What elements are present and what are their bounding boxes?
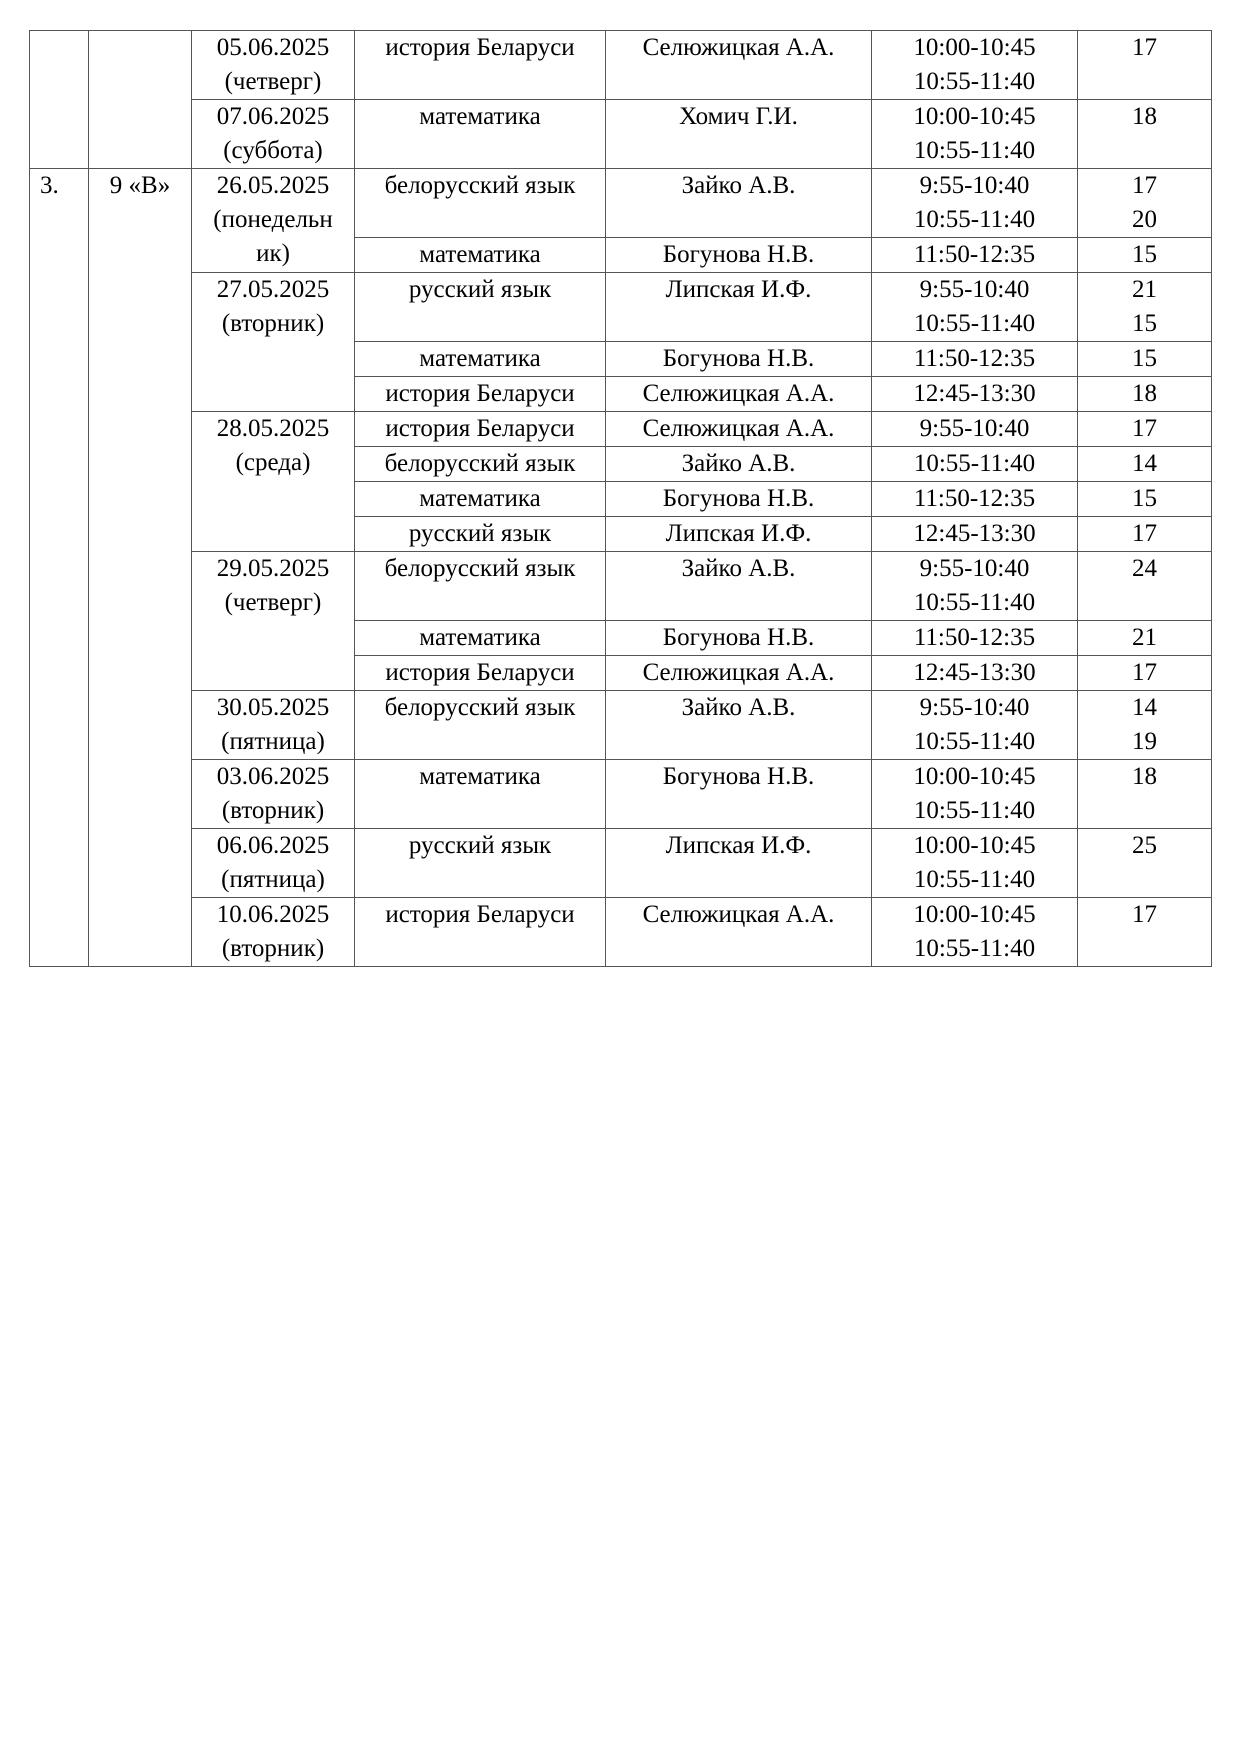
time-text: 10:55-11:40 (913, 450, 1036, 477)
time-text: 12:45-13:30 (913, 520, 1036, 547)
teacher-text: Хомич Г.И. (679, 103, 798, 130)
room-text: 21 (1132, 624, 1157, 651)
time-text: 11:50-12:35 (913, 485, 1036, 512)
subject-cell (355, 100, 606, 169)
time-text: 12:45-13:30 (913, 380, 1036, 407)
subject-cell (355, 898, 606, 967)
subject-text: математика (419, 103, 541, 130)
time-text: 9:55-10:40 (919, 276, 1030, 303)
teacher-cell (606, 621, 872, 656)
date-text: 28.05.2025 (216, 415, 330, 442)
time-cell (872, 447, 1078, 482)
time-text: 10:00-10:45 (913, 763, 1036, 790)
time-cell (872, 621, 1078, 656)
date-text: 10.06.2025 (216, 901, 330, 928)
schedule-body (30, 31, 1212, 967)
row-number-cell (30, 31, 89, 169)
room-cell (1078, 829, 1212, 898)
time-text: 9:55-10:40 (919, 694, 1030, 721)
class-name-cell (89, 169, 192, 967)
date-text: 05.06.2025 (216, 34, 330, 61)
date-text: ик) (256, 240, 290, 267)
room-cell (1078, 898, 1212, 967)
teacher-text: Селюжицкая А.А. (642, 380, 835, 407)
teacher-cell (606, 829, 872, 898)
room-cell (1078, 342, 1212, 377)
room-text: 14 (1132, 450, 1157, 477)
subject-cell (355, 342, 606, 377)
teacher-cell (606, 447, 872, 482)
teacher-cell (606, 412, 872, 447)
room-text: 20 (1132, 206, 1157, 233)
teacher-cell (606, 31, 872, 100)
room-text: 17 (1132, 415, 1157, 442)
time-cell (872, 656, 1078, 691)
teacher-text: Липская И.Ф. (665, 276, 812, 303)
room-cell (1078, 552, 1212, 621)
teacher-text: Богунова Н.В. (662, 624, 815, 651)
class-name-cell (89, 31, 192, 169)
subject-text: математика (419, 624, 541, 651)
time-text: 10:55-11:40 (913, 206, 1036, 233)
time-text: 11:50-12:35 (913, 624, 1036, 651)
subject-cell (355, 517, 606, 552)
subject-cell (355, 238, 606, 273)
room-text: 15 (1132, 310, 1157, 337)
room-text: 15 (1132, 485, 1157, 512)
room-text: 24 (1132, 555, 1157, 582)
time-cell (872, 517, 1078, 552)
room-text: 17 (1132, 34, 1157, 61)
subject-cell (355, 621, 606, 656)
date-cell (192, 898, 355, 967)
room-text: 19 (1132, 728, 1157, 755)
table-row (30, 31, 1212, 100)
subject-cell (355, 552, 606, 621)
room-cell (1078, 273, 1212, 342)
time-text: 9:55-10:40 (919, 172, 1030, 199)
teacher-cell (606, 691, 872, 760)
time-text: 10:00-10:45 (913, 901, 1036, 928)
subject-text: белорусский язык (384, 555, 576, 582)
room-cell (1078, 621, 1212, 656)
row-number-cell (30, 169, 89, 967)
date-text: 07.06.2025 (216, 103, 330, 130)
date-cell (192, 412, 355, 552)
date-cell (192, 691, 355, 760)
date-text: (вторник) (221, 797, 325, 824)
teacher-cell (606, 169, 872, 238)
subject-text: русский язык (408, 520, 552, 547)
room-text: 17 (1132, 520, 1157, 547)
table-row (30, 898, 1212, 967)
room-cell (1078, 238, 1212, 273)
table-row (30, 412, 1212, 447)
subject-cell (355, 377, 606, 412)
room-text: 17 (1132, 172, 1157, 199)
time-text: 10:55-11:40 (913, 68, 1036, 95)
teacher-text: Зайко А.В. (681, 172, 796, 199)
teacher-cell (606, 377, 872, 412)
date-cell (192, 100, 355, 169)
subject-text: математика (419, 345, 541, 372)
date-cell (192, 169, 355, 273)
date-text: (вторник) (221, 310, 325, 337)
teacher-cell (606, 656, 872, 691)
table-row (30, 552, 1212, 621)
time-cell (872, 273, 1078, 342)
room-text: 21 (1132, 276, 1157, 303)
subject-text: русский язык (408, 832, 552, 859)
time-cell (872, 169, 1078, 238)
table-row (30, 100, 1212, 169)
teacher-text: Селюжицкая А.А. (642, 659, 835, 686)
room-cell (1078, 412, 1212, 447)
time-cell (872, 377, 1078, 412)
date-cell (192, 829, 355, 898)
teacher-cell (606, 100, 872, 169)
room-text: 15 (1132, 345, 1157, 372)
date-text: (пятница) (221, 728, 325, 755)
date-cell (192, 31, 355, 100)
subject-cell (355, 31, 606, 100)
date-text: 29.05.2025 (216, 555, 330, 582)
time-text: 10:55-11:40 (913, 589, 1036, 616)
room-text: 14 (1132, 694, 1157, 721)
room-cell (1078, 447, 1212, 482)
room-cell (1078, 100, 1212, 169)
time-text: 10:55-11:40 (913, 866, 1036, 893)
time-text: 10:55-11:40 (913, 935, 1036, 962)
room-text: 15 (1132, 241, 1157, 268)
teacher-cell (606, 760, 872, 829)
room-text: 18 (1132, 763, 1157, 790)
subject-text: белорусский язык (384, 450, 576, 477)
teacher-cell (606, 898, 872, 967)
room-text: 18 (1132, 380, 1157, 407)
subject-cell (355, 447, 606, 482)
time-text: 10:00-10:45 (913, 103, 1036, 130)
subject-cell (355, 273, 606, 342)
teacher-text: Зайко А.В. (681, 555, 796, 582)
table-row (30, 760, 1212, 829)
time-cell (872, 238, 1078, 273)
date-text: 06.06.2025 (216, 832, 330, 859)
time-text: 10:55-11:40 (913, 310, 1036, 337)
subject-text: история Беларуси (385, 659, 575, 686)
room-text: 17 (1132, 659, 1157, 686)
subject-text: математика (419, 763, 541, 790)
teacher-text: Липская И.Ф. (665, 832, 812, 859)
subject-text: математика (419, 241, 541, 268)
subject-cell (355, 829, 606, 898)
time-cell (872, 482, 1078, 517)
room-cell (1078, 169, 1212, 238)
subject-text: белорусский язык (384, 172, 576, 199)
room-text: 25 (1132, 832, 1157, 859)
time-cell (872, 100, 1078, 169)
teacher-cell (606, 552, 872, 621)
room-text: 17 (1132, 901, 1157, 928)
subject-text: история Беларуси (385, 415, 575, 442)
date-cell (192, 552, 355, 691)
date-text: 03.06.2025 (216, 763, 330, 790)
teacher-text: Богунова Н.В. (662, 485, 815, 512)
room-cell (1078, 377, 1212, 412)
room-cell (1078, 656, 1212, 691)
time-text: 10:55-11:40 (913, 797, 1036, 824)
time-text: 9:55-10:40 (919, 415, 1030, 442)
teacher-text: Богунова Н.В. (662, 241, 815, 268)
room-cell (1078, 691, 1212, 760)
date-text: (четверг) (224, 68, 322, 95)
time-text: 10:55-11:40 (913, 137, 1036, 164)
date-text: (суббота) (223, 137, 323, 164)
date-text: (вторник) (221, 935, 325, 962)
schedule-table (29, 30, 1212, 967)
time-cell (872, 760, 1078, 829)
time-text: 11:50-12:35 (913, 241, 1036, 268)
time-cell (872, 898, 1078, 967)
time-cell (872, 342, 1078, 377)
table-row (30, 273, 1212, 342)
teacher-cell (606, 342, 872, 377)
teacher-cell (606, 517, 872, 552)
subject-cell (355, 482, 606, 517)
time-cell (872, 31, 1078, 100)
time-cell (872, 552, 1078, 621)
teacher-text: Зайко А.В. (681, 694, 796, 721)
subject-cell (355, 412, 606, 447)
subject-cell (355, 691, 606, 760)
time-cell (872, 412, 1078, 447)
room-cell (1078, 482, 1212, 517)
time-text: 9:55-10:40 (919, 555, 1030, 582)
time-text: 10:00-10:45 (913, 832, 1036, 859)
teacher-text: Богунова Н.В. (662, 345, 815, 372)
teacher-text: Селюжицкая А.А. (642, 34, 835, 61)
subject-cell (355, 169, 606, 238)
room-cell (1078, 760, 1212, 829)
teacher-cell (606, 238, 872, 273)
time-text: 10:00-10:45 (913, 34, 1036, 61)
date-text: 26.05.2025 (216, 172, 330, 199)
date-text: (четверг) (224, 589, 322, 616)
time-cell (872, 829, 1078, 898)
date-text: (среда) (235, 449, 311, 476)
time-text: 11:50-12:35 (913, 345, 1036, 372)
table-row (30, 691, 1212, 760)
teacher-cell (606, 482, 872, 517)
room-cell (1078, 517, 1212, 552)
time-text: 10:55-11:40 (913, 728, 1036, 755)
subject-cell (355, 656, 606, 691)
subject-text: история Беларуси (385, 380, 575, 407)
subject-text: белорусский язык (384, 694, 576, 721)
class-name: 9 «В» (109, 172, 171, 199)
date-text: 27.05.2025 (216, 276, 330, 303)
room-text: 18 (1132, 103, 1157, 130)
date-cell (192, 273, 355, 412)
subject-text: русский язык (408, 276, 552, 303)
teacher-cell (606, 273, 872, 342)
table-row (30, 169, 1212, 238)
teacher-text: Липская И.Ф. (665, 520, 812, 547)
teacher-text: Зайко А.В. (681, 450, 796, 477)
time-text: 12:45-13:30 (913, 659, 1036, 686)
row-number: 3. (40, 172, 59, 199)
date-text: (пятница) (221, 866, 325, 893)
subject-text: математика (419, 485, 541, 512)
date-cell (192, 760, 355, 829)
room-cell (1078, 31, 1212, 100)
table-row (30, 829, 1212, 898)
date-text: (понедельн (213, 206, 333, 233)
subject-text: история Беларуси (385, 901, 575, 928)
teacher-text: Селюжицкая А.А. (642, 901, 835, 928)
teacher-text: Селюжицкая А.А. (642, 415, 835, 442)
time-cell (872, 691, 1078, 760)
subject-cell (355, 760, 606, 829)
subject-text: история Беларуси (385, 34, 575, 61)
date-text: 30.05.2025 (216, 694, 330, 721)
teacher-text: Богунова Н.В. (662, 763, 815, 790)
